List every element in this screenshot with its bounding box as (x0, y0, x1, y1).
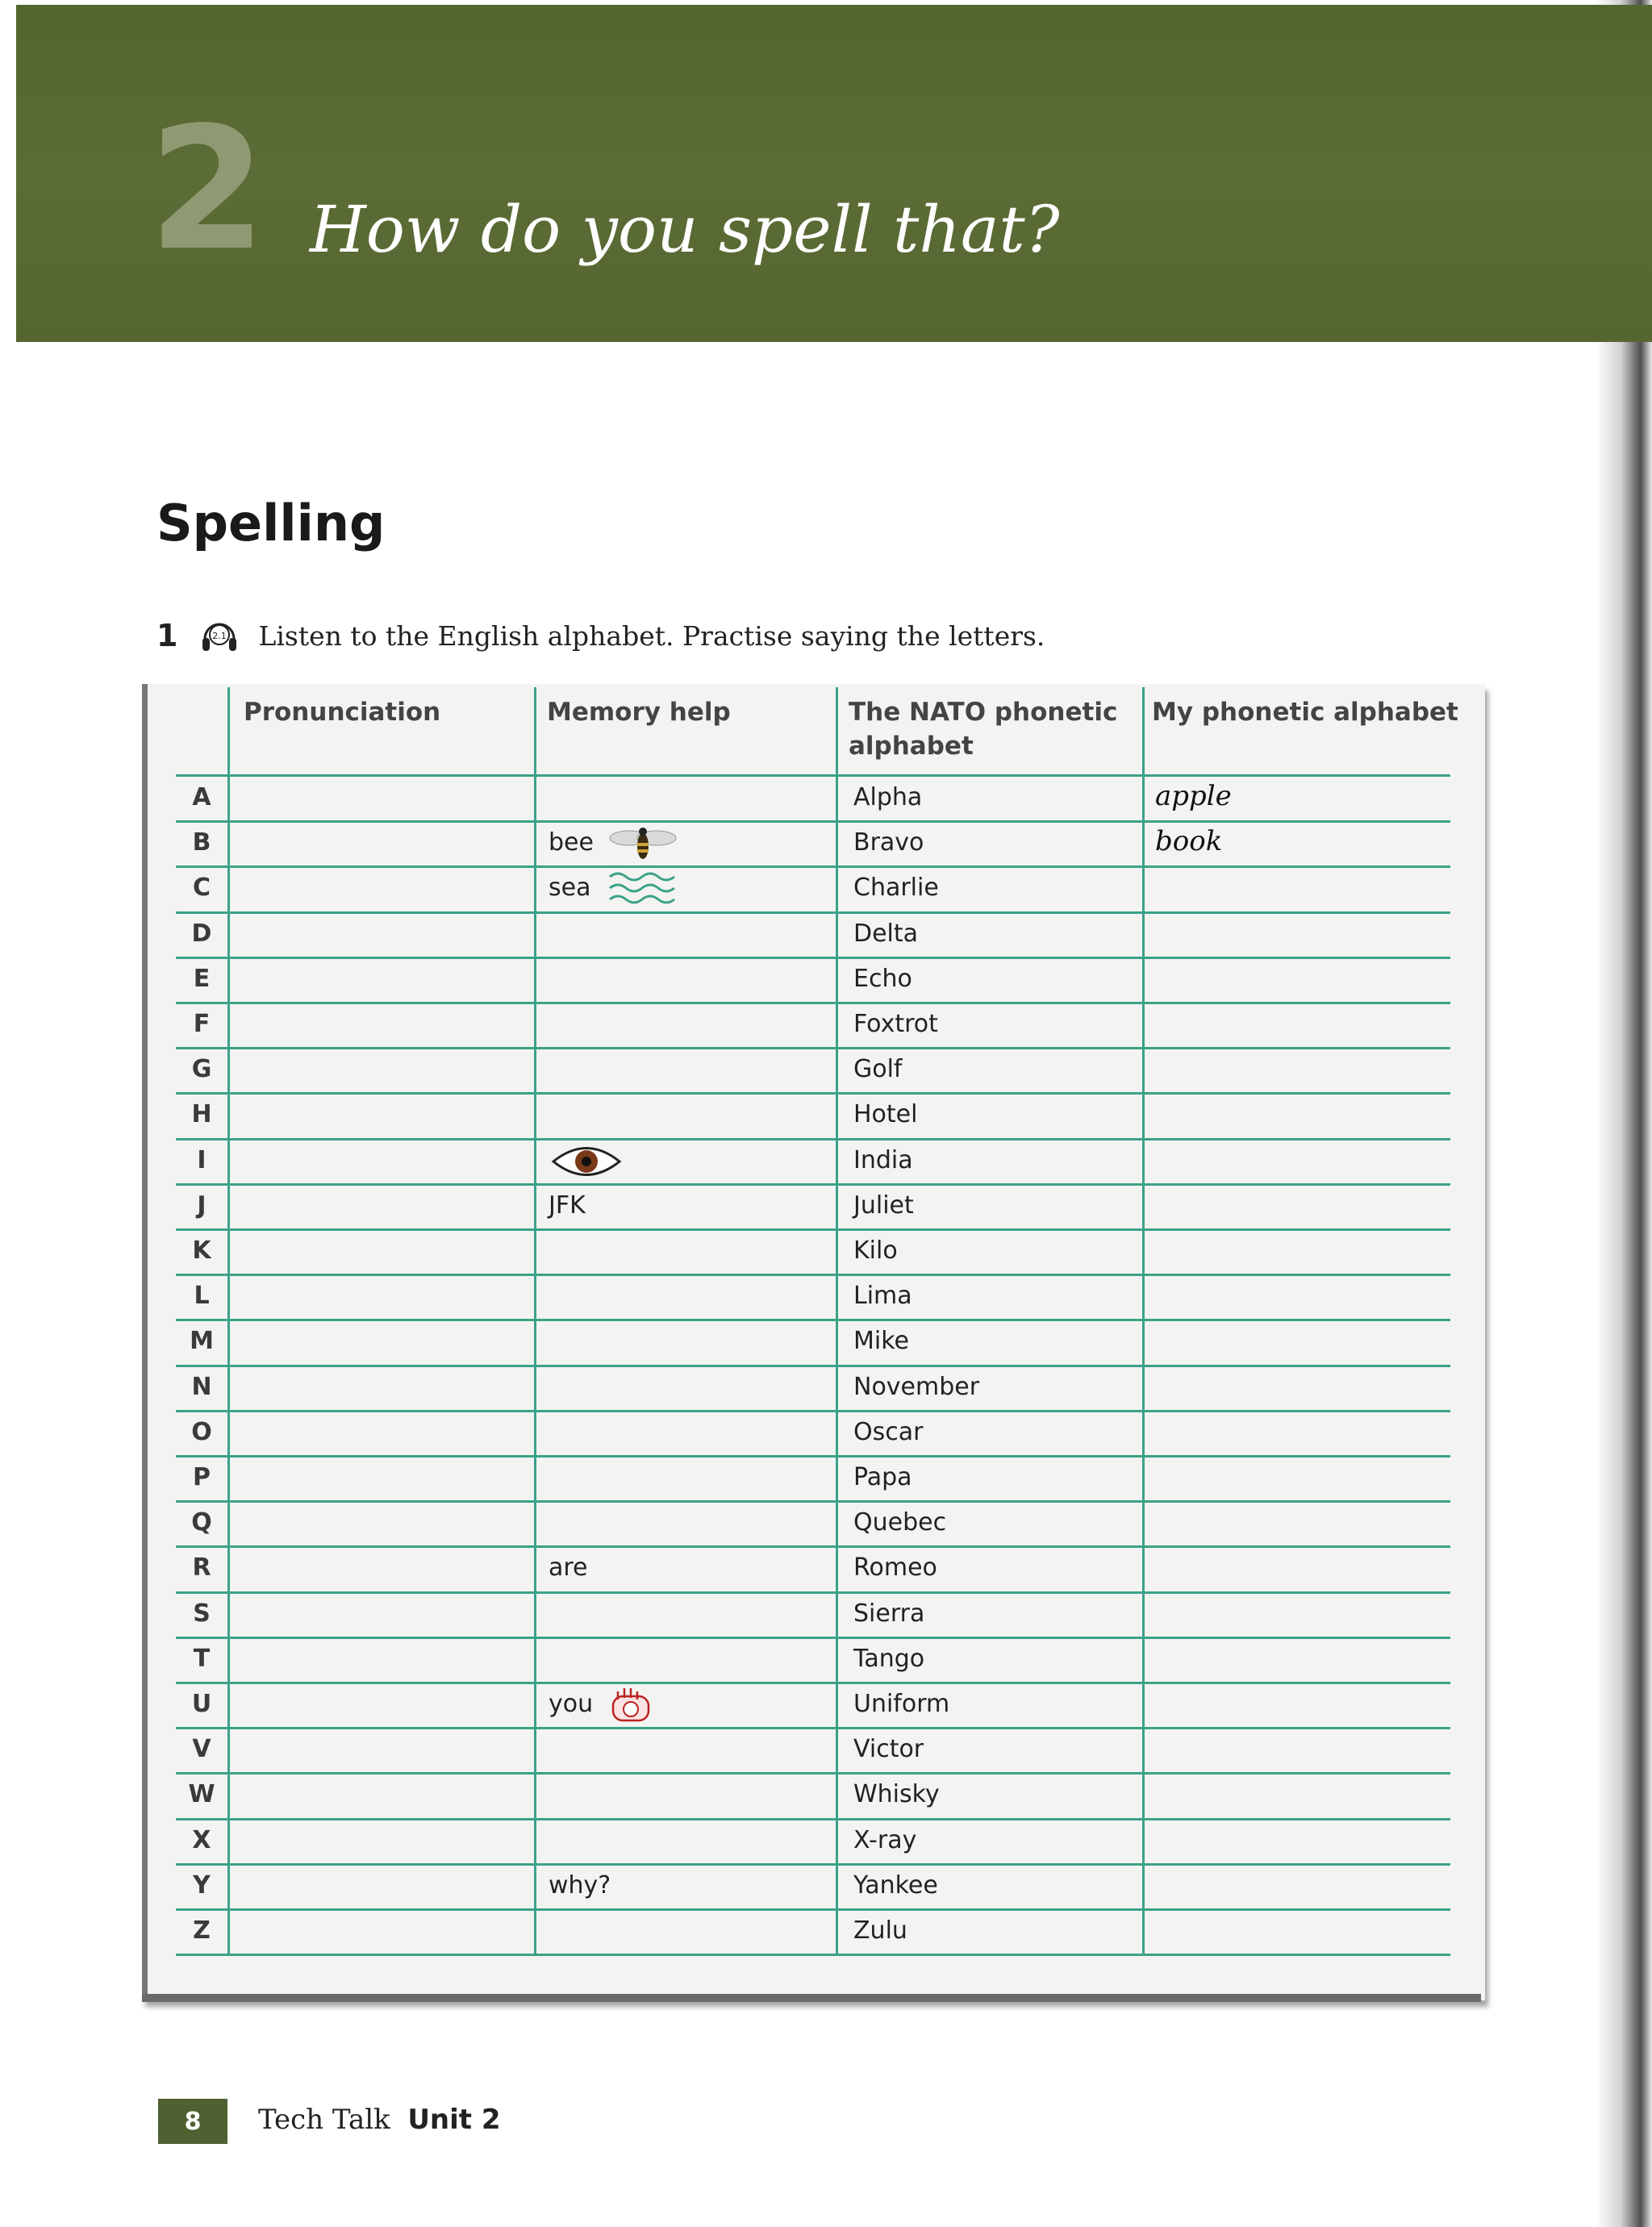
row-letter: O (191, 1418, 212, 1446)
unit-title: How do you spell that? (310, 192, 1060, 267)
eye-icon (550, 1141, 623, 1185)
table-rule (176, 1047, 1450, 1049)
table-rule (176, 1002, 1450, 1004)
nato-word-cell: Bravo (853, 828, 924, 857)
row-letter: I (197, 1146, 206, 1174)
row-letter: F (193, 1010, 211, 1038)
unit-number: 2 (148, 90, 267, 288)
pronunciation-cell (242, 1599, 524, 1632)
table-rule (176, 1410, 1450, 1412)
nato-word-cell: Whisky (853, 1780, 940, 1808)
table-rule (176, 1455, 1450, 1458)
table-rule (176, 1591, 1450, 1594)
pronunciation-cell (242, 828, 524, 861)
table-column-rule (227, 687, 230, 1955)
pronunciation-cell (242, 874, 524, 906)
table-rule (176, 1092, 1450, 1095)
row-letter: T (193, 1645, 211, 1673)
table-column-rule (534, 687, 536, 1955)
my-phonetic-cell: book (1155, 825, 1223, 857)
pronunciation-cell (242, 1508, 524, 1541)
footer-book: Tech Talk (258, 2104, 390, 2136)
table-rule (176, 1908, 1450, 1911)
pronunciation-cell (242, 1780, 524, 1812)
table-rule (176, 865, 1450, 868)
page-number: 8 (158, 2099, 227, 2144)
table-rule (176, 1682, 1450, 1684)
table-rule (176, 1954, 1450, 1956)
row-letter: N (191, 1373, 212, 1401)
nato-word-cell: Golf (853, 1055, 903, 1083)
nato-word-cell: Romeo (853, 1553, 937, 1582)
nato-word-cell: Lima (853, 1282, 912, 1310)
row-letter: M (190, 1327, 214, 1355)
nato-word-cell: Kilo (853, 1237, 898, 1265)
row-letter: W (188, 1780, 215, 1808)
pronunciation-cell (242, 965, 524, 997)
section-title: Spelling (156, 494, 386, 553)
pronunciation-cell (242, 1010, 524, 1042)
pronunciation-cell (242, 1645, 524, 1677)
pronunciation-cell (242, 1553, 524, 1586)
nato-word-cell: Foxtrot (853, 1010, 938, 1038)
row-letter: S (193, 1599, 211, 1628)
table-rule (176, 1500, 1450, 1503)
header-memory-help: Memory help (547, 698, 731, 727)
row-letter: J (197, 1191, 206, 1220)
nato-word-cell: Quebec (853, 1508, 947, 1537)
nato-word-cell: Yankee (853, 1871, 938, 1900)
row-letter: K (192, 1237, 211, 1265)
pronunciation-cell (242, 1735, 524, 1767)
row-letter: U (191, 1690, 212, 1718)
header-pronunciation: Pronunciation (244, 698, 441, 727)
table-rule (176, 1274, 1450, 1276)
row-letter: Y (193, 1871, 211, 1900)
pronunciation-cell (242, 1191, 524, 1224)
table-rule (176, 820, 1450, 823)
row-letter: V (192, 1735, 211, 1763)
row-letter: L (194, 1282, 210, 1310)
pronunciation-cell (242, 1916, 524, 1949)
exercise-instruction (156, 611, 1045, 660)
headphones-icon[interactable] (198, 615, 240, 657)
table-rule (176, 1365, 1450, 1367)
table-rule (176, 1545, 1450, 1548)
header-nato-line2: alphabet (849, 732, 974, 761)
row-letter: E (193, 965, 211, 993)
nato-word-cell: Zulu (853, 1916, 907, 1945)
memory-help-cell: JFK (549, 1191, 586, 1220)
nato-word-cell: Charlie (853, 874, 939, 902)
pronunciation-cell (242, 1418, 524, 1450)
nato-word-cell: Oscar (853, 1418, 924, 1446)
table-rule (176, 1183, 1450, 1186)
table-rule (176, 1863, 1450, 1866)
table-rule (176, 1637, 1450, 1639)
row-letter: P (193, 1463, 211, 1491)
footer-text (258, 2104, 501, 2136)
memory-help-cell: why? (549, 1871, 611, 1900)
row-letter: B (192, 828, 211, 857)
pointing-hand-icon (607, 1685, 663, 1733)
pronunciation-cell (242, 1373, 524, 1405)
nato-word-cell: Juliet (853, 1191, 914, 1220)
row-letter: Z (193, 1916, 211, 1945)
nato-word-cell: Papa (853, 1463, 912, 1491)
pronunciation-cell (242, 1282, 524, 1314)
nato-word-cell: Hotel (853, 1100, 918, 1128)
nato-word-cell: November (853, 1373, 980, 1401)
nato-word-cell: Victor (853, 1735, 924, 1763)
pronunciation-cell (242, 783, 524, 815)
header-my-alphabet: My phonetic alphabet (1152, 698, 1458, 727)
pronunciation-cell (242, 1463, 524, 1495)
row-letter: X (192, 1826, 211, 1854)
pronunciation-cell (242, 1237, 524, 1269)
row-letter: C (192, 874, 211, 902)
table-rule (176, 774, 1450, 777)
table-column-rule (1142, 687, 1145, 1955)
pronunciation-cell (242, 1327, 524, 1359)
bee-icon (607, 824, 679, 865)
table-rule (176, 1727, 1450, 1729)
my-phonetic-cell: apple (1155, 780, 1232, 812)
nato-word-cell: Delta (853, 920, 919, 948)
table-rule (176, 1818, 1450, 1820)
header-nato-line1: The NATO phonetic (849, 698, 1118, 727)
table-rule (176, 1228, 1450, 1231)
nato-word-cell: Echo (853, 965, 912, 993)
table-rule (176, 957, 1450, 959)
audio-track-label: 2.1 (212, 631, 227, 641)
table-rule (176, 1319, 1450, 1321)
pronunciation-cell (242, 1826, 524, 1858)
pronunciation-cell (242, 1146, 524, 1178)
row-letter: R (192, 1553, 211, 1582)
memory-help-cell: bee (549, 828, 594, 857)
memory-help-cell: are (549, 1553, 588, 1582)
nato-word-cell: Uniform (853, 1690, 950, 1718)
pronunciation-cell (242, 1055, 524, 1087)
footer-unit: Unit 2 (407, 2104, 501, 2136)
waves-icon (607, 869, 679, 911)
exercise-number: 1 (156, 618, 178, 653)
table-shadow (142, 1994, 1481, 2002)
table-rule (176, 1772, 1450, 1775)
memory-help-cell: sea (549, 874, 591, 902)
nato-word-cell: Tango (853, 1645, 925, 1673)
row-letter: A (192, 783, 211, 811)
nato-word-cell: X-ray (853, 1826, 917, 1854)
pronunciation-cell (242, 1871, 524, 1904)
nato-word-cell: Mike (853, 1327, 909, 1355)
nato-word-cell: India (853, 1146, 913, 1174)
table-rule (176, 1138, 1450, 1141)
row-letter: Q (191, 1508, 212, 1537)
row-letter: D (191, 920, 212, 948)
pronunciation-cell (242, 920, 524, 952)
exercise-text: Listen to the English alphabet. Practise saying the letters. (258, 619, 1045, 652)
memory-help-cell: you (549, 1690, 594, 1718)
pronunciation-cell (242, 1690, 524, 1722)
row-letter: H (191, 1100, 212, 1128)
table-column-rule (836, 687, 838, 1955)
pronunciation-cell (242, 1100, 524, 1132)
table-rule (176, 911, 1450, 914)
nato-word-cell: Alpha (853, 783, 923, 811)
nato-word-cell: Sierra (853, 1599, 925, 1628)
row-letter: G (191, 1055, 212, 1083)
